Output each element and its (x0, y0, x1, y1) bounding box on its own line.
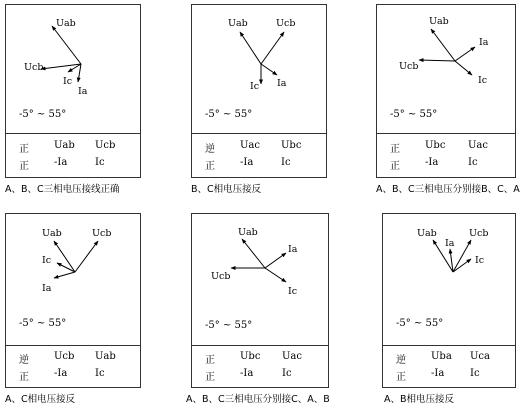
ia-vector (261, 64, 277, 75)
ic-label: Ic (250, 81, 260, 92)
voltage-1: Ubc (425, 140, 446, 151)
sequence-row-1: 正 (390, 144, 400, 155)
angle-range: -5° ~ 55° (205, 109, 253, 120)
divider (192, 345, 328, 346)
ia-vector (54, 272, 75, 278)
current-1: -Ia (54, 368, 68, 379)
caption-3: A、B、C三相电压分别接B、C、A (376, 184, 520, 195)
angle-range: -5° ~ 55° (19, 109, 67, 120)
current-2: Ic (468, 157, 478, 168)
voltage-1: Uba (431, 351, 452, 362)
ia-label: Ia (479, 37, 489, 48)
current-1: -Ia (425, 157, 439, 168)
uab-label: Uab (42, 228, 62, 239)
caption-5: A、B、C三相电压分别接C、A、B (186, 394, 330, 405)
phasor-vectors (54, 241, 98, 278)
uab-label: Uab (228, 18, 248, 29)
sequence-row-2: 正 (19, 161, 29, 172)
ic-label: Ic (288, 286, 298, 297)
current-1: -Ia (240, 368, 254, 379)
voltage-1: Uac (240, 140, 260, 151)
sequence-row-1: 逆 (396, 355, 406, 366)
angle-range: -5° ~ 55° (390, 109, 438, 120)
diagram-panel-2 (191, 4, 327, 178)
ic-vector (453, 259, 471, 272)
sequence-row-2: 正 (205, 372, 215, 383)
angle-range: -5° ~ 55° (396, 318, 444, 329)
uab-vector (240, 32, 261, 64)
current-2: Ic (282, 368, 292, 379)
ia-label: Ia (445, 238, 455, 249)
current-2: Ic (470, 368, 480, 379)
ic-vector (265, 268, 286, 282)
diagram-panel-1 (5, 4, 141, 178)
diagram-panel-6 (382, 213, 516, 388)
divider (192, 133, 326, 134)
ucb-label: Ucb (92, 228, 112, 239)
caption-1: A、B、C三相电压接线正确 (5, 184, 120, 195)
ucb-label: Ucb (211, 271, 231, 282)
phasor-vectors (41, 26, 81, 82)
diagram-panel-5 (191, 213, 329, 388)
caption-6: A、B相电压接反 (384, 394, 455, 405)
current-1: -Ia (240, 157, 254, 168)
angle-range: -5° ~ 55° (205, 320, 253, 331)
voltage-1: Ubc (240, 351, 261, 362)
ic-label: Ic (475, 255, 485, 266)
current-1: -Ia (54, 157, 68, 168)
ucb-vector (261, 32, 284, 64)
uab-vector (52, 26, 81, 64)
ic-label: Ic (42, 255, 52, 266)
caption-4: A、C相电压接反 (5, 394, 76, 405)
uab-label: Uab (238, 227, 258, 238)
voltage-2: Uab (95, 351, 116, 362)
sequence-row-1: 正 (205, 355, 215, 366)
divider (383, 345, 515, 346)
current-2: Ic (95, 157, 105, 168)
ucb-vector (419, 60, 455, 61)
ia-vector (265, 253, 286, 268)
phasor-vectors (240, 32, 284, 84)
voltage-2: Ucb (95, 140, 116, 151)
ic-label: Ic (63, 76, 73, 87)
ucb-vector (75, 241, 98, 272)
ia-vector (78, 64, 81, 82)
phasor-vectors (231, 239, 286, 282)
sequence-row-2: 正 (205, 161, 215, 172)
divider (377, 133, 515, 134)
ia-label: Ia (277, 78, 287, 89)
voltage-2: Uac (282, 351, 302, 362)
uab-vector (431, 29, 455, 61)
sequence-row-2: 正 (396, 372, 406, 383)
uab-label: Uab (429, 16, 449, 27)
ia-label: Ia (78, 86, 88, 97)
divider (6, 345, 140, 346)
voltage-2: Uac (468, 140, 488, 151)
ic-vector (455, 61, 472, 75)
divider (6, 133, 140, 134)
uab-vector (54, 241, 75, 272)
sequence-row-2: 正 (390, 161, 400, 172)
ucb-label: Ucb (399, 61, 419, 72)
current-2: Ic (281, 157, 291, 168)
voltage-1: Ucb (54, 351, 75, 362)
diagram-panel-4 (5, 213, 141, 388)
ia-label: Ia (42, 283, 52, 294)
phasor-vectors (419, 29, 475, 75)
diagram-panel-3 (376, 4, 516, 178)
ucb-label: Ucb (276, 18, 296, 29)
caption-2: B、C相电压接反 (191, 184, 262, 195)
uab-label: Uab (417, 228, 437, 239)
ucb-label: Ucb (24, 62, 44, 73)
sequence-row-1: 正 (19, 144, 29, 155)
ia-vector (455, 47, 475, 61)
voltage-2: Uca (470, 351, 490, 362)
current-1: -Ia (431, 368, 445, 379)
current-2: Ic (95, 368, 105, 379)
ucb-label: Ucb (469, 228, 489, 239)
voltage-1: Uab (54, 140, 75, 151)
sequence-row-1: 逆 (205, 144, 215, 155)
sequence-row-1: 逆 (19, 355, 29, 366)
uab-label: Uab (56, 18, 76, 29)
voltage-2: Ubc (281, 140, 302, 151)
ic-label: Ic (478, 75, 488, 86)
ucb-vector (453, 240, 471, 272)
uab-vector (242, 239, 265, 268)
angle-range: -5° ~ 55° (19, 318, 67, 329)
ia-label: Ia (288, 244, 298, 255)
sequence-row-2: 正 (19, 372, 29, 383)
